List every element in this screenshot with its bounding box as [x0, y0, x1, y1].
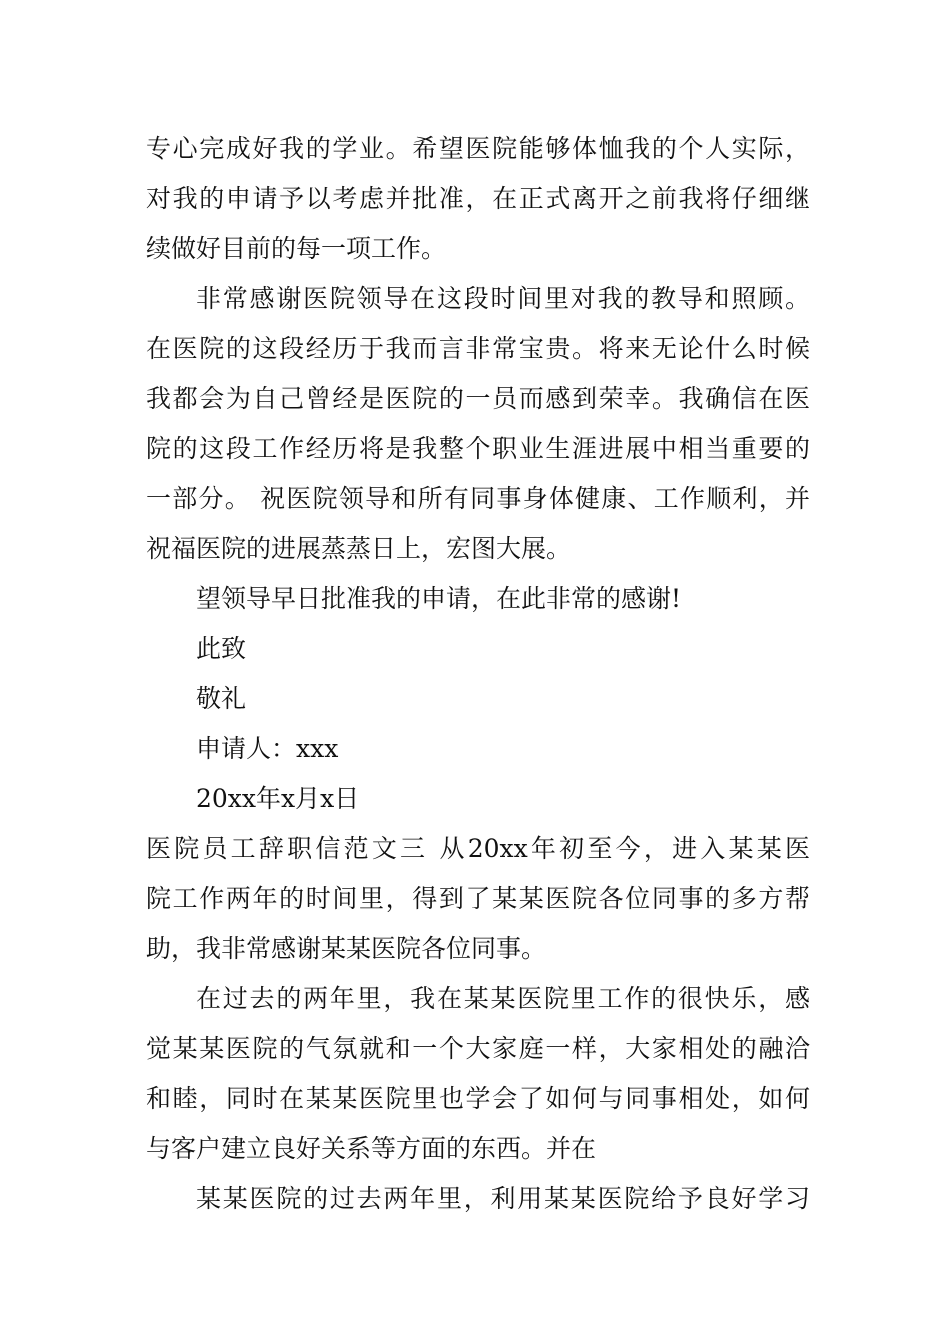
- text-line: 院的这段工作经历将是我整个职业生涯进展中相当重要的: [146, 434, 810, 463]
- text-line: 某某医院的过去两年里，利用某某医院给予良好学习: [196, 1184, 810, 1213]
- document-body: [146, 124, 810, 1224]
- text-line: 非常感谢医院领导在这段时间里对我的教导和照顾。: [196, 284, 810, 313]
- salutation-line: 敬礼: [196, 684, 247, 713]
- applicant-line: 申请人：xxx: [196, 734, 339, 763]
- text-line: 和睦，同时在某某医院里也学会了如何与同事相处，如何: [146, 1084, 810, 1113]
- salutation-line: 此致: [196, 634, 247, 663]
- text-line: 一部分。 祝医院领导和所有同事身体健康、工作顺利，并: [146, 484, 810, 513]
- text-line: 院工作两年的时间里，得到了某某医院各位同事的多方帮: [146, 884, 810, 913]
- section-title-line: 医院员工辞职信范文三 从20xx年初至今，进入某某医: [146, 834, 810, 863]
- text-line: 祝福医院的进展蒸蒸日上，宏图大展。: [146, 534, 572, 563]
- text-line: 续做好目前的每一项工作。: [146, 234, 447, 263]
- text-line: 专心完成好我的学业。希望医院能够体恤我的个人实际，: [146, 134, 810, 163]
- text-line: 我都会为自己曾经是医院的一员而感到荣幸。我确信在医: [146, 384, 810, 413]
- date-line: 20xx年x月x日: [196, 784, 360, 813]
- text-line: 在医院的这段经历于我而言非常宝贵。将来无论什么时候: [146, 334, 810, 363]
- text-line: 助，我非常感谢某某医院各位同事。: [146, 934, 547, 963]
- text-line: 对我的申请予以考虑并批准，在正式离开之前我将仔细继: [146, 184, 810, 213]
- text-line: 与客户建立良好关系等方面的东西。并在: [146, 1134, 597, 1163]
- text-line: 觉某某医院的气氛就和一个大家庭一样，大家相处的融洽: [146, 1034, 810, 1063]
- text-line: 望领导早日批准我的申请，在此非常的感谢!: [196, 584, 682, 613]
- text-line: 在过去的两年里，我在某某医院里工作的很快乐，感: [196, 984, 810, 1013]
